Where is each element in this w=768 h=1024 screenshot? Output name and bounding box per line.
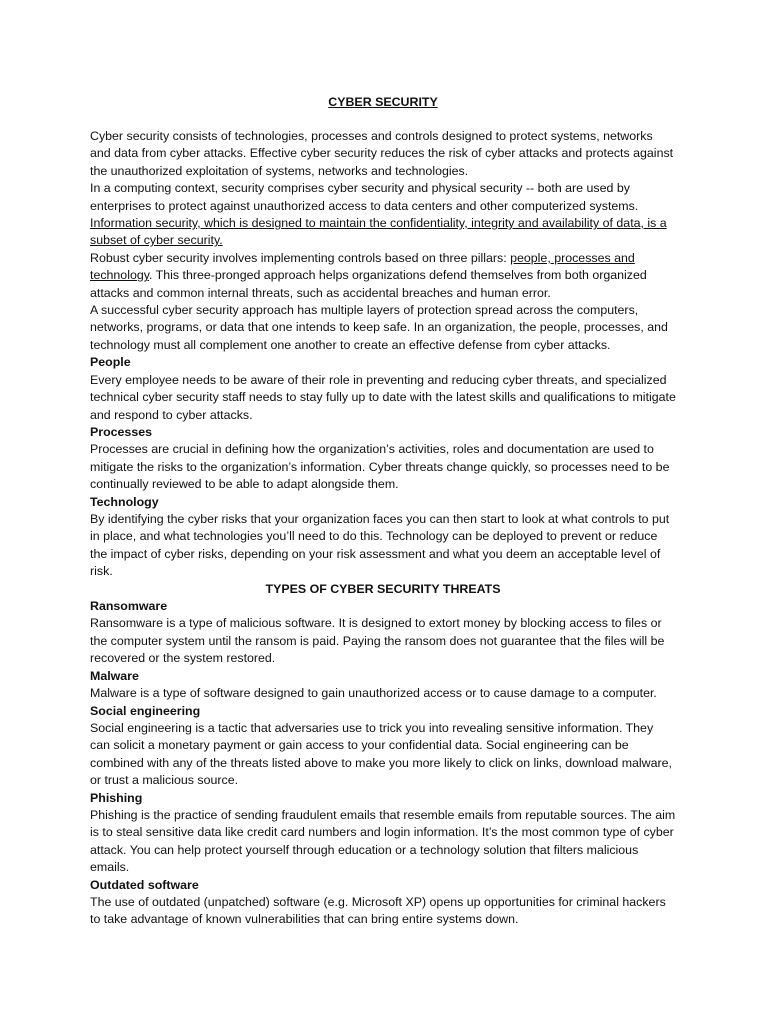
ransomware-paragraph: Ransomware is a type of malicious software. It is designed to extort money by blocking access to files or the computer system until the ransom is paid. Paying the ransom does not guarantee that the files will be recovered or the system restored. xyxy=(90,616,665,666)
phishing-paragraph: Phishing is the practice of sending fraudulent emails that resemble emails from reputable sources. The aim is to steal sensitive data like credit card numbers and login information. It’s the most common type of cyber attack. You can help protect yourself through education or a technology solution that filters malicious emails. xyxy=(90,807,676,875)
malware-heading: Malware xyxy=(90,668,139,683)
layers-paragraph: A successful cyber security approach has multiple layers of protection spread across the computers, networks, programs, or data that one intends to keep safe. In an organization, the people, processes, and technology must all complement one another to create an effective defense from cyber attacks. xyxy=(90,303,668,352)
processes-paragraph: Processes are crucial in defining how the organization’s activities, roles and documentation are used to mitigate the risks to the organization’s information. Cyber threats change quickly, so processes need to be continually reviewed to be able to adapt alongside them. xyxy=(90,442,670,492)
infosec-paragraph: Information security, which is designed to maintain the confidentiality, integrity and availability of data, is a subset of cyber security. xyxy=(90,216,667,248)
pillars-underlined-text: people, processes and technology xyxy=(90,250,635,283)
outdated-software-heading: Outdated software xyxy=(90,877,199,892)
intro-paragraph: Cyber security consists of technologies, processes and controls designed to protect systems, networks and data from cyber attacks. Effective cyber security reduces the risk of cyber attacks and protects against the unauthorized exploitation of systems, networks and technologies. xyxy=(90,129,674,178)
pillars-paragraph xyxy=(90,250,676,302)
phishing-heading: Phishing xyxy=(90,790,143,805)
people-paragraph: Every employee needs to be aware of their role in preventing and reducing cyber threats, and specialized technical cyber security staff needs to stay fully up to date with the latest skills and qualifications to mitigate and respond to cyber attacks. xyxy=(90,372,676,422)
social-engineering-heading: Social engineering xyxy=(90,703,201,718)
pillars-text-post: . This three-pronged approach helps organizations defend themselves from both organized attacks and common internal threats, such as accidental breaches and human error. xyxy=(90,268,647,300)
pillars-text-pre: Robust cyber security involves implementing controls based on three pillars: xyxy=(90,250,511,265)
outdated-software-paragraph: The use of outdated (unpatched) software (e.g. Microsoft XP) opens up opportunities for criminal hackers to take advantage of known vulnerabilities that can bring entire systems down. xyxy=(90,894,666,927)
people-heading: People xyxy=(90,355,131,370)
social-engineering-paragraph: Social engineering is a tactic that adversaries use to trick you into revealing sensitive information. They can solicit a monetary payment or gain access to your confidential data. Social engineering can be combined with any of the threats listed above to make you more likely to click on links, download malware, or trust a malicious source. xyxy=(90,720,672,788)
threats-section-title: TYPES OF CYBER SECURITY THREATS xyxy=(265,581,501,596)
document-title: CYBER SECURITY xyxy=(328,95,438,109)
processes-heading: Processes xyxy=(90,424,153,439)
ransomware-heading: Ransomware xyxy=(90,599,168,614)
context-paragraph: In a computing context, security comprises cyber security and physical security -- both are used by enterprises to protect against unauthorized access to data centers and other computerized systems. xyxy=(90,181,639,213)
technology-paragraph: By identifying the cyber risks that your organization faces you can then start to look at what controls to put in place, and what technologies you’ll need to do this. Technology can be deployed to prevent or reduce the impact of cyber risks, depending on your risk assessment and what you deem an acceptable level of risk. xyxy=(90,511,670,579)
technology-heading: Technology xyxy=(90,494,159,509)
malware-paragraph: Malware is a type of software designed to gain unauthorized access or to cause damage to a computer. xyxy=(90,686,657,701)
